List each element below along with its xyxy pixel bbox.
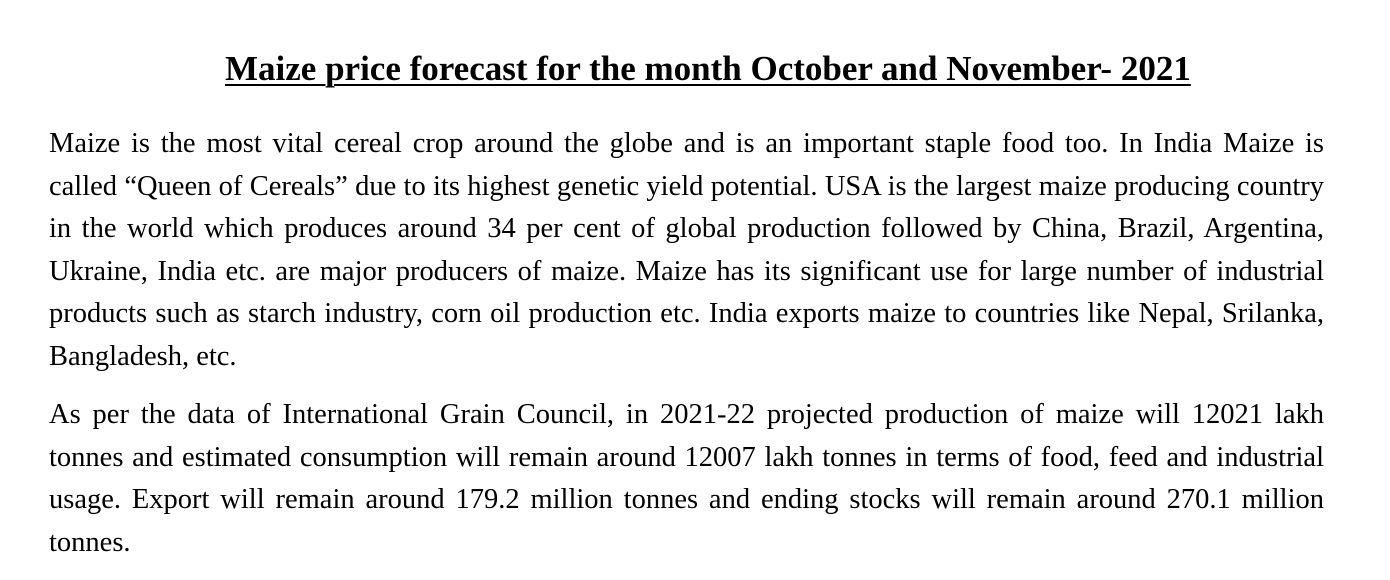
paragraph-igc-data: As per the data of International Grain Council, in 2021-22 projected production of maize will 12021 lakh tonnes and estimated consumption will remain around 12007 lakh tonnes in terms of food, feed and industrial usage. Export will remain around 179.2 million tonnes and ending stocks will remain around 270.1 million tonnes.: [49, 399, 1324, 558]
paragraph-maize-overview: Maize is the most vital cereal crop around the globe and is an important staple food too. In India Maize is called “Queen of Cereals” due to its highest genetic yield potential. USA is the largest maize producing country in the world which produces around 34 per cent of global production followed by China, Brazil, Argentina, Ukraine, India etc. are major producers of maize. Maize has its significant use for large number of industrial products such as starch industry, corn oil production etc. India exports maize to countries like Nepal, Srilanka, Bangladesh, etc.: [49, 128, 1324, 372]
document-page: [49, 48, 1324, 558]
document-title: Maize price forecast for the month October and November- 2021: [225, 49, 1191, 88]
